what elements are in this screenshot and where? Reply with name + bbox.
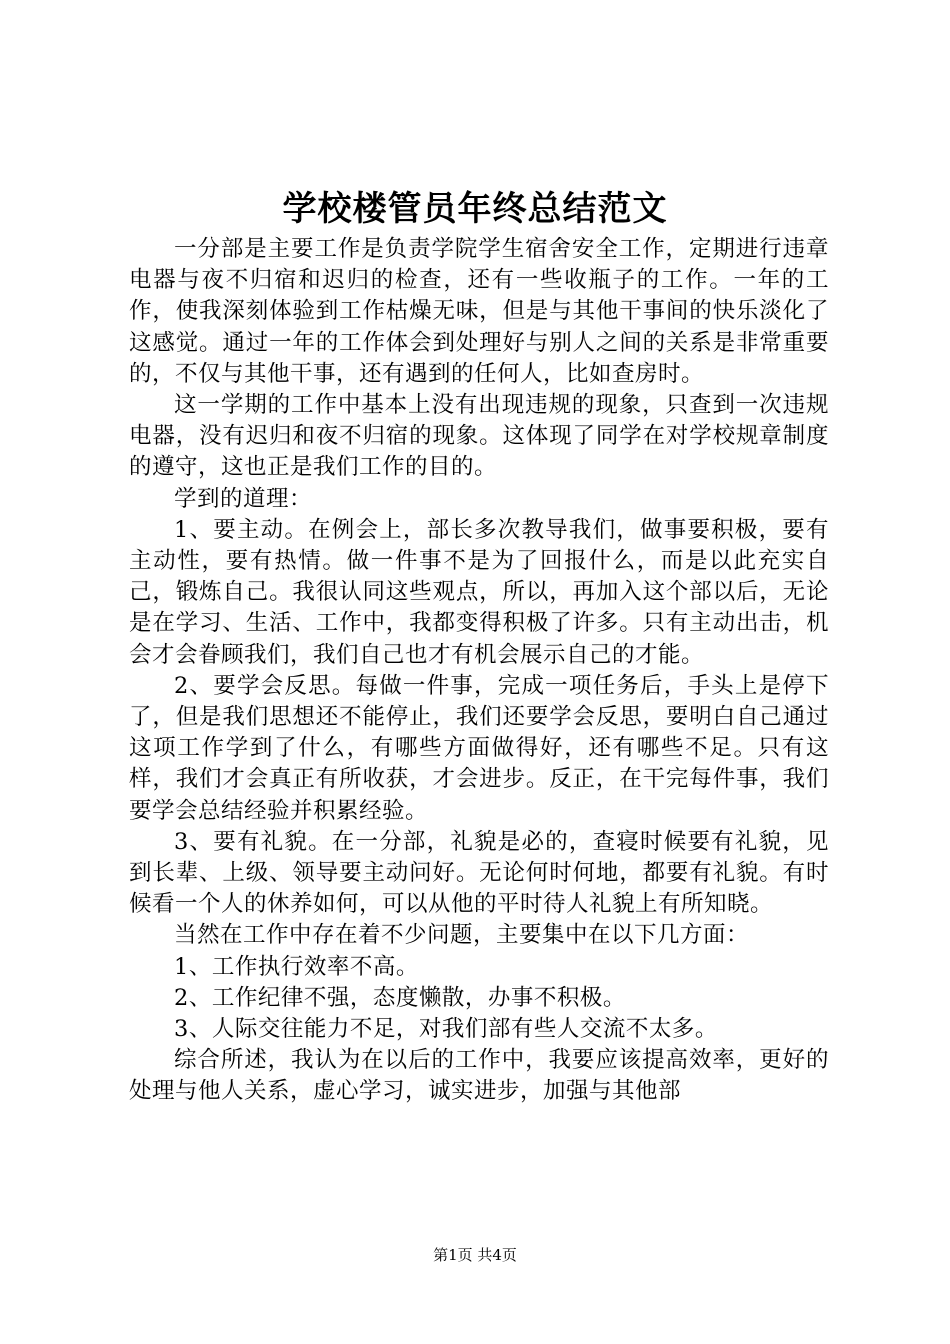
page-footer: 第1页 共4页 — [433, 1246, 517, 1264]
paragraph-intro: 一分部是主要工作是负责学院学生宿舍安全工作，定期进行违章电器与夜不归宿和迟归的检查，还有一些收瓶子的工作。一年的工作，使我深刻体验到工作枯燥无味，但是与其他干事间的快乐淡化了这感觉。通过一年的工作体会到处理好与别人之间的关系是非常重要的，不仅与其他干事，还有遇到的任何人，比如查房时。 — [129, 236, 829, 387]
paragraph-problem-3: 3、人际交往能力不足，对我们部有些人交流不太多。 — [174, 1016, 718, 1043]
document-title: 学校楼管员年终总结范文 — [282, 189, 668, 229]
paragraph-lesson-2: 2、要学会反思。每做一件事，完成一项任务后，手头上是停下了，但是我们思想还不能停止，我们还要学会反思，要明白自己通过这项工作学到了什么，有哪些方面做得好，还有哪些不足。只有这样，我们才会真正有所收获，才会进步。反正，在干完每件事，我们要学会总结经验并积累经验。 — [129, 672, 829, 824]
paragraph-problems-heading: 当然在工作中存在着不少问题，主要集中在以下几方面： — [174, 922, 750, 949]
document-body — [129, 234, 829, 1108]
paragraph-lesson-3: 3、要有礼貌。在一分部，礼貌是必的，查寝时候要有礼貌，见到长辈、上级、领导要主动问好。无论何时何地，都要有礼貌。有时候看一个人的休养如何，可以从他的平时待人礼貌上有所知晓。 — [129, 828, 829, 918]
paragraph-lessons-heading: 学到的道理： — [174, 485, 313, 512]
paragraph-lesson-1: 1、要主动。在例会上，部长多次教导我们，做事要积极，要有主动性，要有热情。做一件事不是为了回报什么，而是以此充实自己，锻炼自己。我很认同这些观点，所以，再加入这个部以后，无论是在学习、生活、工作中，我都变得积极了许多。只有主动出击，机会才会眷顾我们，我们自己也才有机会展示自己的才能。 — [129, 516, 829, 668]
paragraph-conclusion: 综合所述，我认为在以后的工作中，我要应该提高效率，更好的处理与他人关系，虚心学习，诚实进步，加强与其他部 — [129, 1047, 829, 1105]
paragraph-problem-2: 2、工作纪律不强，态度懒散，办事不积极。 — [174, 984, 626, 1011]
paragraph-problem-1: 1、工作执行效率不高。 — [174, 953, 419, 980]
paragraph-semester: 这一学期的工作中基本上没有出现违规的现象，只查到一次违规电器，没有迟归和夜不归宿的现象。这体现了同学在对学校规章制度的遵守，这也正是我们工作的目的。 — [129, 392, 829, 481]
